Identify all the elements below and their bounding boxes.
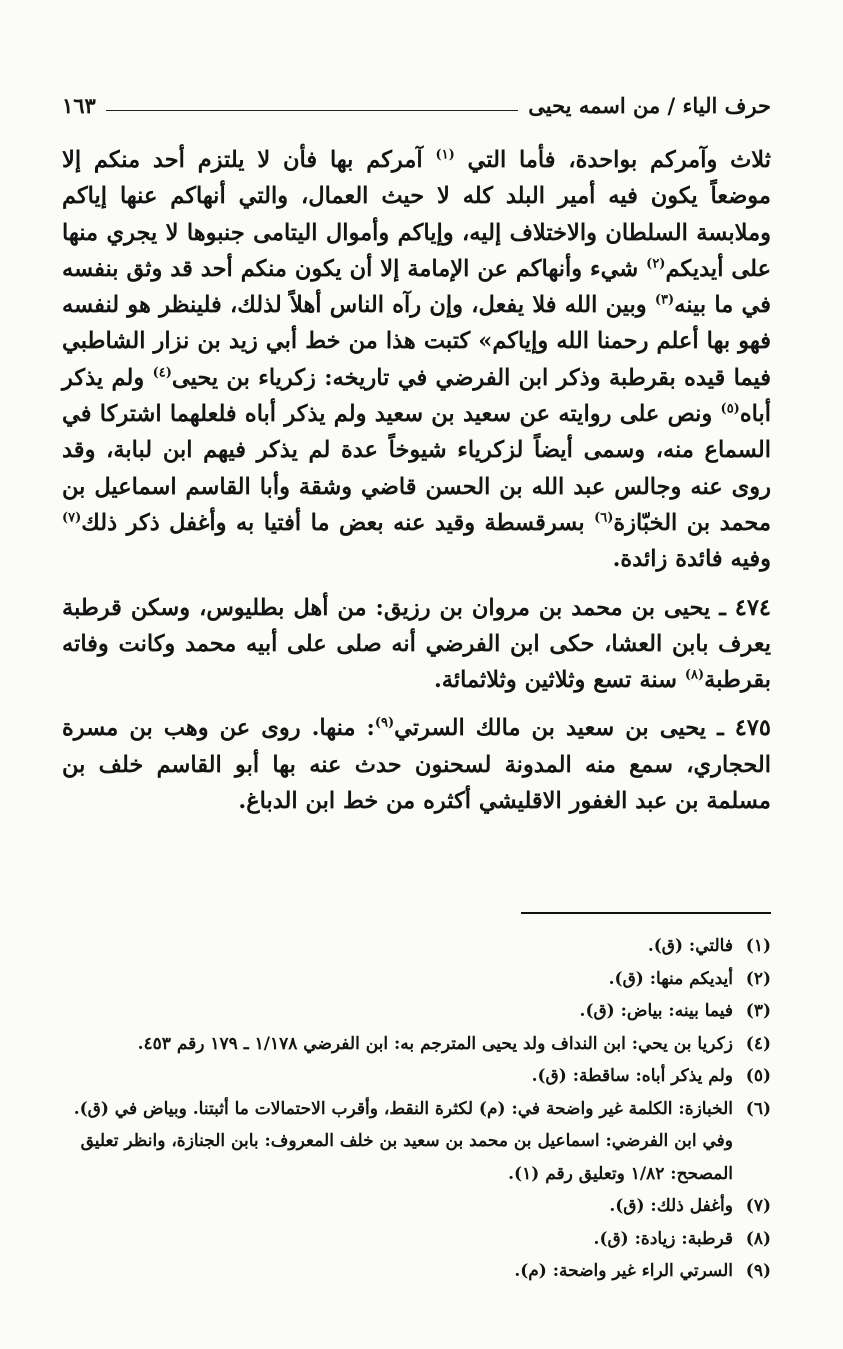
text-segment: ثلاث وآمركم بواحدة، فأما التي (454, 147, 771, 173)
text-segment: ونص على روايته عن سعيد بن سعيد ولم يذكر أباه فلعلهما اشتركا في السماع منه، وسمى أيضاً لزكرياء شيوخاً عدة لم يذكر فيهم ابن لبابة، وقد روى عنه وجالس عبد الله بن الحسن قاضي وشقة وأبا القاسم اسماعيل بن محمد بن الخبّازة (62, 401, 771, 536)
paragraph-1 (62, 142, 771, 578)
page-number: ١٦٣ (62, 93, 96, 118)
footnote-ref-3: (٣) (654, 292, 675, 308)
footnote (62, 963, 771, 996)
header-rule (106, 110, 518, 111)
footnote-text: وأغفل ذلك: (ق). (609, 1196, 733, 1216)
footnote-text: فالتي: (ق). (647, 936, 733, 956)
entry-474 (62, 590, 771, 699)
footnote-text: فيما بينه: بياض: (ق). (579, 1001, 733, 1021)
footnote-number: (٨) (745, 1228, 771, 1249)
text-segment: ٤٧٥ ـ يحيى بن سعيد بن مالك السرتي (394, 715, 771, 742)
text-segment: وفيه فائدة زائدة. (612, 546, 771, 573)
footnote-number: (٧) (745, 1196, 771, 1216)
footnote-ref-9: (٩) (374, 715, 395, 731)
text-segment: ٤٧٤ ـ يحيى بن محمد بن مروان بن رزيق: من أهل بطليوس، وسكن قرطبة يعرف بابن العشا، حكى ابن الفرضي أنه صلى على أبيه محمد وكانت وفاته بقرطبة (62, 594, 771, 694)
footnote-number: (٣) (745, 1001, 771, 1021)
footnote-text: الخبازة: الكلمة غير واضحة في: (م) لكثرة النقط، وأقرب الاحتمالات ما أثبتنا. وبياض في (ق). وفي ابن الفرضي: اسماعيل بن محمد بن سعيد بن خلف المعروف: بابن الجنازة، وانظر تعليق المصحح: ١/٨٢ وتعليق رقم (١). (73, 1098, 733, 1184)
footnote-ref-4: (٤) (152, 365, 172, 381)
footnote-text: زكريا بن يحي: ابن النداف ولد يحيى المترجم به: ابن الفرضي ١/١٧٨ ـ ١٧٩ رقم ٤٥٣. (137, 1033, 733, 1054)
footnote-ref-5: (٥) (720, 401, 740, 417)
footnote-text: السرتي الراء غير واضحة: (م). (514, 1261, 733, 1281)
footnote (62, 1028, 771, 1061)
footnote-ref-1: (١) (435, 147, 455, 163)
text-segment: وبين الله فلا يفعل، وإن رآه الناس أهلاً لذلك، فلينظر هو لنفسه فهو بها أعلم رحمنا الله وإياكم» كتبت هذا من خط أبي زيد بن نزار الشاطبي فيما قيده بقرطبة وذكر ابن الفرضي في تاريخه: زكرياء بن يحيى (62, 292, 771, 391)
footnote-separator (521, 912, 771, 914)
footnote-ref-2: (٢) (646, 256, 666, 272)
main-text (62, 142, 771, 819)
text-segment: شيء وأنهاكم عن الإمامة إلا أن يكون منكم أحد قد وثق بنفسه في ما بينه (62, 255, 771, 319)
footnote-number: (٤) (745, 1033, 771, 1054)
footnote (62, 1093, 771, 1191)
footnote-number: (٦) (745, 1098, 771, 1119)
text-segment: سنة تسع وثلاثين وثلاثمائة. (433, 667, 685, 694)
footnote-ref-7: (٧) (62, 510, 82, 526)
running-head-title: حرف الياء / من اسمه يحيى (528, 93, 771, 118)
footnote-text: قرطبة: زيادة: (ق). (593, 1228, 733, 1249)
entry-475 (62, 710, 771, 819)
text-segment: : منها. روى عن وهب بن مسرة الحجاري، سمع منه المدونة لسحنون حدث عنه بها أبو القاسم خلف بن مسلمة بن عبد الغفور الاقليشي أكثره من خط ابن الدباغ. (62, 715, 771, 815)
footnote-number: (٩) (745, 1261, 771, 1281)
footnote-number: (٥) (745, 1066, 771, 1086)
footnote (62, 930, 771, 963)
text-segment: بسرقسطة وقيد عنه بعض ما أفتيا به وأغفل ذكر ذلك (81, 509, 595, 536)
footnote (62, 1255, 771, 1288)
footnote (62, 1190, 771, 1223)
footnotes (62, 930, 771, 1288)
footnote (62, 1060, 771, 1093)
footnote (62, 1223, 771, 1256)
footnote-number: (١) (745, 936, 771, 956)
text-segment: آمركم بها فأن لا يلتزم أحد منكم إلا موضعاً يكون فيه أمير البلد كله لا حيث العمال، والتي أنهاكم عنها إياكم وملابسة السلطان والاختلاف إليه، وإياكم وأموال اليتامى جنبوها لا يجري منها على أيديكم (62, 147, 771, 282)
footnote (62, 995, 771, 1028)
text-segment: ولم يذكر أباه (62, 364, 771, 428)
footnote-number: (٢) (745, 968, 771, 989)
footnote-text: ولم يذكر أباه: ساقطة: (ق). (531, 1066, 733, 1086)
footnote-text: أيديكم منها: (ق). (608, 968, 733, 989)
footnote-ref-8: (٨) (684, 667, 705, 683)
running-head (62, 88, 771, 118)
footnote-ref-6: (٦) (594, 510, 614, 526)
